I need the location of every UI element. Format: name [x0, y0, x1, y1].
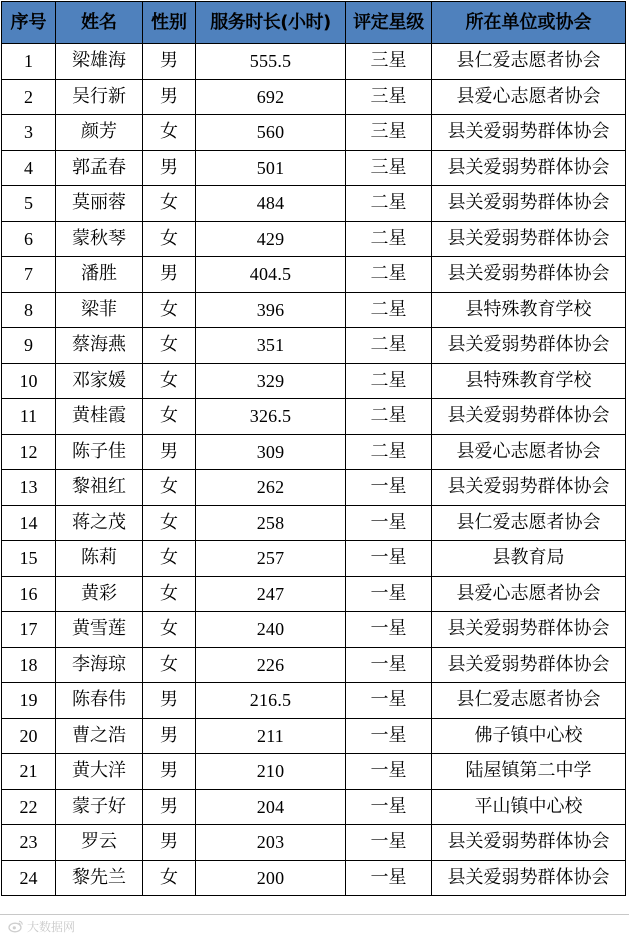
cell-index: 12 [2, 434, 56, 470]
cell-organization: 陆屋镇第二中学 [432, 754, 626, 790]
cell-name: 莫丽蓉 [56, 186, 143, 222]
cell-organization: 县关爱弱势群体协会 [432, 150, 626, 186]
cell-gender: 女 [143, 860, 196, 896]
cell-star: 二星 [346, 434, 432, 470]
table-row [2, 789, 626, 825]
cell-organization: 县爱心志愿者协会 [432, 79, 626, 115]
cell-index: 17 [2, 612, 56, 648]
cell-gender: 男 [143, 754, 196, 790]
cell-hours: 555.5 [196, 44, 346, 80]
cell-organization: 县仁爱志愿者协会 [432, 683, 626, 719]
table-row [2, 754, 626, 790]
cell-name: 郭孟春 [56, 150, 143, 186]
cell-star: 二星 [346, 257, 432, 293]
cell-index: 18 [2, 647, 56, 683]
table-row [2, 576, 626, 612]
cell-name: 李海琼 [56, 647, 143, 683]
cell-index: 21 [2, 754, 56, 790]
cell-hours: 257 [196, 541, 346, 577]
header-gender: 性别 [143, 2, 196, 44]
cell-name: 吴行新 [56, 79, 143, 115]
cell-index: 2 [2, 79, 56, 115]
cell-name: 蒙秋琴 [56, 221, 143, 257]
cell-gender: 男 [143, 825, 196, 861]
table-row [2, 647, 626, 683]
table-row [2, 186, 626, 222]
cell-gender: 女 [143, 115, 196, 151]
table-row [2, 79, 626, 115]
cell-star: 三星 [346, 150, 432, 186]
cell-gender: 女 [143, 328, 196, 364]
cell-index: 3 [2, 115, 56, 151]
cell-star: 三星 [346, 115, 432, 151]
watermark [8, 917, 75, 935]
cell-hours: 329 [196, 363, 346, 399]
cell-gender: 男 [143, 257, 196, 293]
cell-star: 一星 [346, 860, 432, 896]
cell-organization: 县爱心志愿者协会 [432, 434, 626, 470]
cell-gender: 男 [143, 718, 196, 754]
cell-index: 20 [2, 718, 56, 754]
cell-organization: 县仁爱志愿者协会 [432, 44, 626, 80]
cell-index: 14 [2, 505, 56, 541]
cell-organization: 平山镇中心校 [432, 789, 626, 825]
cell-name: 黄大洋 [56, 754, 143, 790]
cell-star: 三星 [346, 44, 432, 80]
cell-name: 潘胜 [56, 257, 143, 293]
cell-name: 黎先兰 [56, 860, 143, 896]
cell-organization: 佛子镇中心校 [432, 718, 626, 754]
table-row [2, 328, 626, 364]
cell-organization: 县关爱弱势群体协会 [432, 186, 626, 222]
cell-name: 蒙子好 [56, 789, 143, 825]
cell-hours: 200 [196, 860, 346, 896]
cell-name: 梁菲 [56, 292, 143, 328]
cell-organization: 县关爱弱势群体协会 [432, 257, 626, 293]
cell-hours: 258 [196, 505, 346, 541]
cell-organization: 县教育局 [432, 541, 626, 577]
cell-star: 一星 [346, 505, 432, 541]
cell-gender: 女 [143, 576, 196, 612]
table-row [2, 825, 626, 861]
cell-organization: 县特殊教育学校 [432, 363, 626, 399]
cell-hours: 211 [196, 718, 346, 754]
table-row [2, 860, 626, 896]
cell-name: 陈莉 [56, 541, 143, 577]
cell-star: 二星 [346, 328, 432, 364]
cell-index: 24 [2, 860, 56, 896]
table-row [2, 399, 626, 435]
cell-index: 22 [2, 789, 56, 825]
cell-star: 二星 [346, 292, 432, 328]
cell-gender: 女 [143, 470, 196, 506]
cell-gender: 女 [143, 186, 196, 222]
table-row [2, 612, 626, 648]
table-row [2, 683, 626, 719]
cell-star: 一星 [346, 754, 432, 790]
cell-hours: 484 [196, 186, 346, 222]
weibo-icon [8, 919, 24, 933]
table-row [2, 221, 626, 257]
table-row [2, 150, 626, 186]
cell-index: 16 [2, 576, 56, 612]
cell-hours: 203 [196, 825, 346, 861]
table-body [2, 44, 626, 896]
cell-name: 陈春伟 [56, 683, 143, 719]
cell-organization: 县关爱弱势群体协会 [432, 399, 626, 435]
cell-index: 15 [2, 541, 56, 577]
cell-star: 一星 [346, 576, 432, 612]
cell-index: 8 [2, 292, 56, 328]
cell-organization: 县关爱弱势群体协会 [432, 612, 626, 648]
cell-hours: 210 [196, 754, 346, 790]
cell-hours: 240 [196, 612, 346, 648]
cell-hours: 226 [196, 647, 346, 683]
cell-hours: 560 [196, 115, 346, 151]
cell-gender: 男 [143, 44, 196, 80]
table-row [2, 718, 626, 754]
cell-organization: 县关爱弱势群体协会 [432, 647, 626, 683]
footer-divider [0, 914, 629, 915]
cell-hours: 692 [196, 79, 346, 115]
cell-star: 二星 [346, 221, 432, 257]
watermark-text: 大数据网 [27, 919, 76, 934]
cell-hours: 326.5 [196, 399, 346, 435]
cell-star: 一星 [346, 647, 432, 683]
table-header-row [2, 2, 626, 44]
cell-organization: 县关爱弱势群体协会 [432, 221, 626, 257]
cell-hours: 216.5 [196, 683, 346, 719]
cell-star: 一星 [346, 541, 432, 577]
header-index: 序号 [2, 2, 56, 44]
cell-hours: 351 [196, 328, 346, 364]
cell-gender: 女 [143, 541, 196, 577]
cell-star: 一星 [346, 683, 432, 719]
cell-name: 颜芳 [56, 115, 143, 151]
cell-star: 一星 [346, 825, 432, 861]
header-organization: 所在单位或协会 [432, 2, 626, 44]
cell-name: 蔡海燕 [56, 328, 143, 364]
cell-hours: 404.5 [196, 257, 346, 293]
table-row [2, 115, 626, 151]
cell-name: 黄桂霞 [56, 399, 143, 435]
table-row [2, 257, 626, 293]
cell-gender: 男 [143, 150, 196, 186]
header-star-rating: 评定星级 [346, 2, 432, 44]
table-row [2, 292, 626, 328]
cell-name: 罗云 [56, 825, 143, 861]
cell-gender: 女 [143, 292, 196, 328]
cell-hours: 247 [196, 576, 346, 612]
cell-name: 黄雪莲 [56, 612, 143, 648]
table-row [2, 44, 626, 80]
cell-index: 4 [2, 150, 56, 186]
header-name: 姓名 [56, 2, 143, 44]
cell-gender: 男 [143, 683, 196, 719]
cell-organization: 县仁爱志愿者协会 [432, 505, 626, 541]
cell-name: 邓家媛 [56, 363, 143, 399]
cell-gender: 男 [143, 789, 196, 825]
cell-name: 曹之浩 [56, 718, 143, 754]
cell-gender: 男 [143, 79, 196, 115]
cell-star: 二星 [346, 399, 432, 435]
cell-gender: 女 [143, 647, 196, 683]
header-service-hours: 服务时长(小时) [196, 2, 346, 44]
cell-hours: 396 [196, 292, 346, 328]
cell-star: 一星 [346, 470, 432, 506]
cell-gender: 女 [143, 612, 196, 648]
cell-organization: 县关爱弱势群体协会 [432, 328, 626, 364]
cell-index: 7 [2, 257, 56, 293]
cell-organization: 县关爱弱势群体协会 [432, 825, 626, 861]
cell-index: 9 [2, 328, 56, 364]
cell-star: 一星 [346, 789, 432, 825]
cell-gender: 男 [143, 434, 196, 470]
cell-star: 二星 [346, 363, 432, 399]
cell-hours: 429 [196, 221, 346, 257]
cell-star: 一星 [346, 612, 432, 648]
volunteer-table [1, 1, 626, 896]
cell-hours: 309 [196, 434, 346, 470]
cell-organization: 县关爱弱势群体协会 [432, 115, 626, 151]
cell-gender: 女 [143, 221, 196, 257]
cell-name: 蒋之茂 [56, 505, 143, 541]
cell-star: 二星 [346, 186, 432, 222]
table-row [2, 434, 626, 470]
cell-index: 11 [2, 399, 56, 435]
cell-star: 三星 [346, 79, 432, 115]
cell-name: 陈子佳 [56, 434, 143, 470]
cell-index: 13 [2, 470, 56, 506]
cell-star: 一星 [346, 718, 432, 754]
cell-index: 19 [2, 683, 56, 719]
table-row [2, 363, 626, 399]
table-row [2, 470, 626, 506]
cell-index: 10 [2, 363, 56, 399]
cell-hours: 204 [196, 789, 346, 825]
cell-index: 1 [2, 44, 56, 80]
cell-index: 6 [2, 221, 56, 257]
cell-gender: 女 [143, 399, 196, 435]
cell-name: 黎祖红 [56, 470, 143, 506]
cell-name: 梁雄海 [56, 44, 143, 80]
cell-organization: 县关爱弱势群体协会 [432, 860, 626, 896]
cell-gender: 女 [143, 363, 196, 399]
cell-organization: 县爱心志愿者协会 [432, 576, 626, 612]
table-row [2, 541, 626, 577]
table-row [2, 505, 626, 541]
cell-hours: 501 [196, 150, 346, 186]
cell-organization: 县关爱弱势群体协会 [432, 470, 626, 506]
cell-index: 5 [2, 186, 56, 222]
cell-index: 23 [2, 825, 56, 861]
cell-organization: 县特殊教育学校 [432, 292, 626, 328]
cell-name: 黄彩 [56, 576, 143, 612]
cell-hours: 262 [196, 470, 346, 506]
cell-gender: 女 [143, 505, 196, 541]
